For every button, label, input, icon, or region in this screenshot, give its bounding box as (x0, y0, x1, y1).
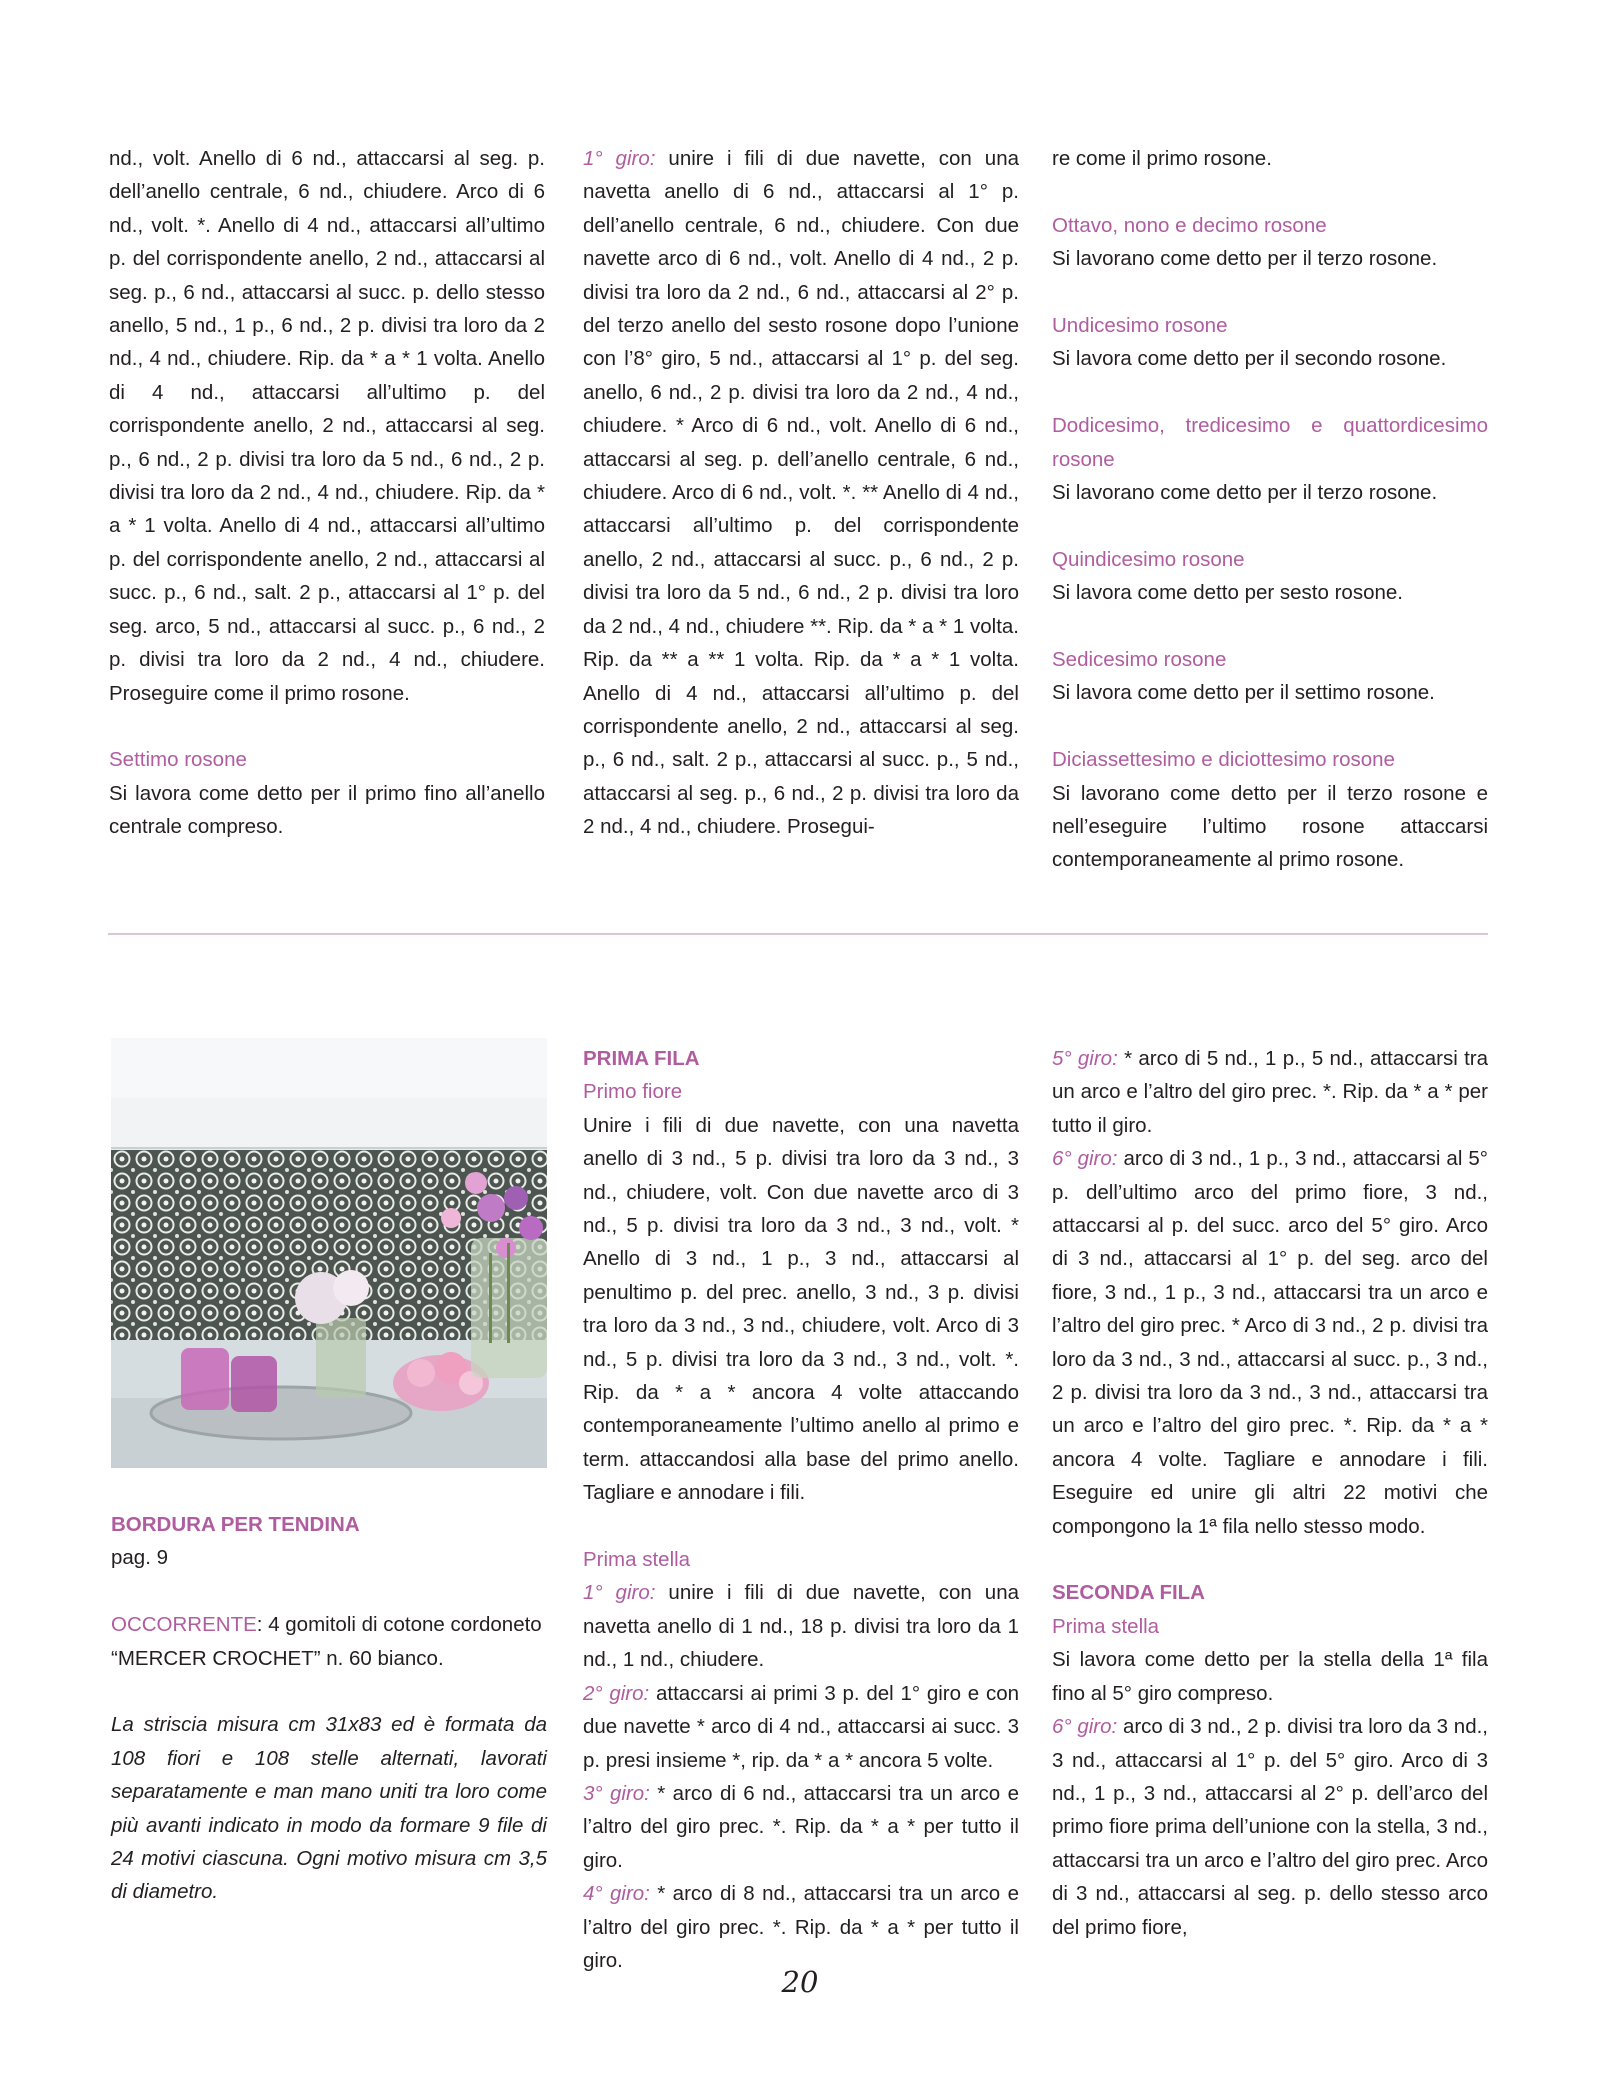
paragraph: Si lavora come detto per il settimo rosone. (1052, 681, 1435, 705)
giro-label: 4° giro: (583, 1882, 650, 1906)
giro-paragraph (1052, 1142, 1488, 1543)
giro-label: 5° giro: (1052, 1047, 1118, 1070)
giro-text: arco di 3 nd., 1 p., 3 nd., attaccarsi al 5° p. dell’ultimo arco del primo fiore, 3 nd., attaccarsi al p. del succ. arco del 5° giro. Arco di 3 nd., attaccarsi al 1° p. del seg. arco del fiore, 3 nd., 1 p., 3 nd., attaccarsi tra un arco e l’altro del giro prec. * Arco di 3 nd., 2 p. divisi tra loro da 3 nd., 3 nd., attaccarsi al succ. p., 3 nd., 2 p. divisi tra loro da 3 nd., 3 nd., attaccarsi tra un arco e l’altro del giro prec. *. Rip. da * a * ancora 4 volte. Tagliare e annodare i fili. Eseguire ed unire gli altri 22 motivi che compongono la 1ª fila nello stesso modo. (1052, 1147, 1488, 1538)
giro-label: 6° giro: (1052, 1147, 1118, 1171)
giro-paragraph (1052, 1710, 1488, 1944)
paragraph: Si lavora come detto per sesto rosone. (1052, 581, 1403, 605)
materials-paragraph (111, 1608, 547, 1675)
paragraph: re come il primo rosone. (1052, 147, 1272, 170)
subsection-heading: Prima stella (583, 1548, 691, 1572)
paragraph: Si lavora come detto per il secondo rosone. (1052, 347, 1447, 371)
top-column-1 (109, 142, 545, 844)
giro-label: 3° giro: (583, 1781, 650, 1805)
section-heading: Ottavo, nono e decimo rosone (1052, 213, 1327, 237)
giro-paragraph (583, 1576, 1019, 1676)
page-reference: pag. 9 (111, 1546, 168, 1570)
materials-text: : 4 gomitoli di cotone cordoneto “MERCER CROCHET” n. 60 bianco. (111, 1613, 542, 1670)
paragraph: Si lavorano come detto per il terzo rosone. (1052, 247, 1438, 271)
giro-label: 6° giro: (1052, 1715, 1118, 1739)
pattern-title: BORDURA PER TENDINA (111, 1513, 360, 1536)
section-title: PRIMA FILA (583, 1047, 700, 1070)
subsection-heading: Prima stella (1052, 1614, 1160, 1638)
section-heading: Undicesimo rosone (1052, 314, 1228, 337)
giro-text: * arco di 5 nd., 1 p., 5 nd., attaccarsi tra un arco e l’altro del giro prec. *. Rip. da * a * per tutto il giro. (1052, 1047, 1488, 1137)
section-heading: Diciassettesimo e diciottesimo rosone (1052, 748, 1395, 772)
subsection-heading: Primo fiore (583, 1080, 683, 1104)
paragraph: Si lavorano come detto per il terzo rosone e nell’eseguire l’ultimo rosone attaccarsi contemporaneamente al primo rosone. (1052, 781, 1488, 872)
paragraph (583, 142, 1019, 844)
paragraph: Si lavorano come detto per il terzo rosone. (1052, 481, 1438, 505)
bottom-column-2 (583, 1042, 1019, 1977)
paragraph: Si lavora come detto per il primo fino all’anello centrale compreso. (109, 781, 545, 839)
giro-text: * arco di 8 nd., attaccarsi tra un arco e l’altro del giro prec. *. Rip. da * a * per tutto il giro. (583, 1882, 1020, 1972)
section-title: SECONDA FILA (1052, 1581, 1205, 1605)
paragraph: Unire i fili di due navette, con una navetta anello di 3 nd., 5 p. divisi tra loro da 3 nd., 3 nd., chiudere, volt. Con due navette arco di 3 nd., 5 p. divisi tra loro da 3 nd., 3 nd., volt. * Anello di 3 nd., 1 p., 3 nd., attaccarsi al penultimo p. del prec. anello, 3 nd., 3 p. divisi tra loro da 3 nd., 3 nd., chiudere, volt. Arco di 3 nd., 5 p. divisi tra loro da 3 nd., 3 nd., volt. *. Rip. da * a * ancora 4 volte attaccando contemporaneamente l’ultimo anello al primo e term. attaccandosi alla base del primo anello. Tagliare e annodare i fili. (583, 1113, 1019, 1505)
giro-text: * arco di 6 nd., attaccarsi tra un arco e l’altro del giro prec. *. Rip. da * a * per tutto il giro. (583, 1781, 1020, 1872)
photo-illustration (111, 1038, 547, 1468)
giro-label: 2° giro: (583, 1681, 650, 1705)
giro-paragraph (583, 1777, 1019, 1877)
section-divider (108, 933, 1488, 935)
giro-text: unire i fili di due navette, con una navetta anello di 1 nd., 18 p. divisi tra loro da 1 nd., 1 nd., chiudere. (583, 1581, 1019, 1672)
materials-label: OCCORRENTE (111, 1613, 257, 1637)
top-column-3 (1052, 142, 1488, 877)
pattern-note: La striscia misura cm 31x83 ed è formata da 108 fiori e 108 stelle alternati, lavorati separatamente e man mano uniti tra loro come più avanti indicato in modo da formare 9 file di 24 motivi ciascuna. Ogni motivo misura cm 3,5 di diametro. (111, 1713, 547, 1904)
top-column-2 (583, 142, 1019, 844)
section-heading: Settimo rosone (109, 748, 247, 772)
page-number: 20 (781, 1965, 819, 1999)
giro-text: arco di 3 nd., 2 p. divisi tra loro da 3 nd., 3 nd., attaccarsi al 1° p. del 5° giro. Arco di 3 nd., 1 p., 3 nd., attaccarsi al 2° p. dell’arco del primo fiore prima dell’unione con la stella, 3 nd., attaccarsi tra un arco e l’altro del giro prec. Arco di 3 nd., attaccarsi al seg. p. dello stesso arco del primo fiore, (1052, 1715, 1488, 1939)
giro-text: attaccarsi ai primi 3 p. del 1° giro e con due navette * arco di 4 nd., attaccarsi ai succ. 3 p. presi insieme *, rip. da * a * ancora 5 volte. (583, 1681, 1020, 1772)
paragraph: Si lavora come detto per la stella della 1ª fila fino al 5° giro compreso. (1052, 1648, 1488, 1705)
bottom-column-1 (111, 1508, 547, 1909)
section-heading: Sedicesimo rosone (1052, 648, 1227, 672)
giro-paragraph (583, 1677, 1019, 1777)
giro-text: unire i fili di due navette, con una navetta anello di 6 nd., attaccarsi al 1° p. dell’anello centrale, 6 nd., chiudere. Con due navette arco di 6 nd., volt. Anello di 4 nd., 2 p. divisi tra loro da 2 nd., 6 nd., attaccarsi al 2° p. del terzo anello del sesto rosone dopo l’unione con l’8° giro, 5 nd., attaccarsi al 1° p. del seg. anello, 6 nd., 2 p. divisi tra loro da 2 nd., 4 nd., chiudere. * Arco di 6 nd., volt. Anello di 6 nd., attaccarsi al seg. p. dell’anello centrale, 6 nd., chiudere. Arco di 6 nd., volt. *. ** Anello di 4 nd., attaccarsi all’ultimo p. del corrispondente anello, 2 nd., attaccarsi al succ. p., 6 nd., 2 p. divisi tra loro da 5 nd., 6 nd., 2 p. divisi tra loro da 2 nd., 4 nd., chiudere **. Rip. da * a * 1 volta. Rip. da ** a ** 1 volta. Rip. da * a * 1 volta. Anello di 4 nd., attaccarsi all’ultimo p. del corrispondente anello, 2 nd., attaccarsi al seg. p., 6 nd., salt. 2 p., attaccarsi al succ. p., 5 nd., attaccarsi al seg. p., 6 nd., 2 p. divisi tra loro da 2 nd., 4 nd., chiudere. Prosegui- (583, 147, 1019, 839)
giro-label: 1° giro: (583, 147, 656, 170)
giro-paragraph (583, 1877, 1019, 1977)
bottom-column-3 (1052, 1042, 1488, 1944)
section-heading: Quindicesimo rosone (1052, 547, 1245, 571)
giro-label: 1° giro: (583, 1581, 656, 1605)
giro-paragraph (1052, 1042, 1488, 1142)
paragraph: nd., volt. Anello di 6 nd., attaccarsi al seg. p. dell’anello centrale, 6 nd., chiudere. Arco di 6 nd., volt. *. Anello di 4 nd., attaccarsi all’ultimo p. del corrispondente anello, 2 nd., attaccarsi al seg. p., 6 nd., attaccarsi al succ. p. dello stesso anello, 5 nd., 1 p., 6 nd., 2 p. divisi tra loro da 2 nd., 4 nd., chiudere. Rip. da * a * 1 volta. Anello di 4 nd., attaccarsi all’ultimo p. del corrispondente anello, 2 nd., attaccarsi al seg. p., 6 nd., 2 p. divisi tra loro da 5 nd., 6 nd., 2 p. divisi tra loro da 2 nd., 4 nd., chiudere. Rip. da * a * 1 volta. Anello di 4 nd., attaccarsi all’ultimo p. del corrispondente anello, 2 nd., attaccarsi al succ. p., 6 nd., salt. 2 p., attaccarsi al 1° p. del seg. arco, 5 nd., attaccarsi al succ. p., 6 nd., 2 p. divisi tra loro da 2 nd., 4 nd., chiudere. Proseguire come il primo rosone. (109, 147, 545, 705)
curtain-border-photo (111, 1038, 547, 1468)
section-heading: Dodicesimo, tredicesimo e quattordicesimo rosone (1052, 414, 1488, 471)
